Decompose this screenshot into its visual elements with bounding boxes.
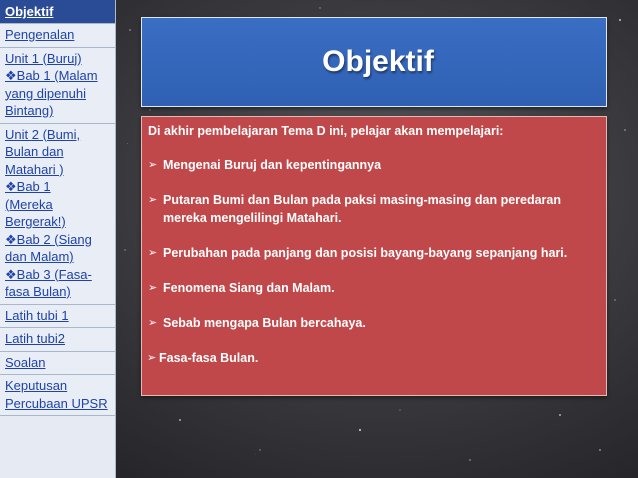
objective-text: Fenomena Siang dan Malam. xyxy=(163,281,335,295)
objective-item xyxy=(148,279,600,297)
nav-label: Percubaan UPSR xyxy=(5,395,108,411)
arrow-bullet-icon: ➢ xyxy=(148,247,158,259)
nav-item-latih-tubi-1[interactable] xyxy=(0,305,115,329)
nav-label: ❖Bab 1 (Malam xyxy=(5,68,98,83)
nav-label: Latih tubi 1 xyxy=(5,307,69,323)
nav-label: ❖Bab 2 (Siang xyxy=(5,231,92,247)
objective-text: Fasa-fasa Bulan. xyxy=(159,351,259,365)
nav-item-pengenalan[interactable] xyxy=(0,24,115,48)
nav-item-latih-tubi-2[interactable] xyxy=(0,328,115,352)
nav-label: ❖Bab 3 (Fasa- xyxy=(5,266,92,282)
objective-item xyxy=(148,191,600,227)
nav-label: Matahari ) xyxy=(5,161,64,177)
nav-item-soalan[interactable] xyxy=(0,352,115,376)
nav-label: Objektif xyxy=(5,4,54,19)
arrow-bullet-icon: ➢ xyxy=(148,194,158,206)
objective-item xyxy=(148,314,600,332)
objective-text: Putaran Bumi dan Bulan pada paksi masing-masing dan peredaran mereka mengelilingi Matahari. xyxy=(163,193,562,225)
nav-label: fasa Bulan) xyxy=(5,284,71,299)
nav-label: Unit 2 (Bumi, xyxy=(5,126,81,142)
arrow-bullet-icon: ➢ xyxy=(148,159,158,171)
nav-item-unit-2[interactable] xyxy=(0,124,115,305)
objective-item xyxy=(148,156,600,174)
objective-text: Perubahan pada panjang dan posisi bayang-bayang sepanjang hari. xyxy=(163,246,568,260)
arrow-bullet-icon: ➢ xyxy=(147,352,157,364)
nav-item-unit-1[interactable] xyxy=(0,48,115,124)
title-banner xyxy=(141,17,607,107)
arrow-bullet-icon: ➢ xyxy=(148,317,158,329)
arrow-bullet-icon: ➢ xyxy=(148,282,158,294)
objectives-list xyxy=(148,156,600,367)
objective-item xyxy=(147,349,600,367)
slide-title: Objektif xyxy=(322,45,434,78)
nav-label: Pengenalan xyxy=(5,27,75,42)
objective-item xyxy=(148,244,600,262)
objective-text: Mengenai Buruj dan kepentingannya xyxy=(163,158,382,172)
nav-label: Latih tubi2 xyxy=(5,331,65,346)
intro-text: Di akhir pembelajaran Tema D ini, pelajar akan mempelajari: xyxy=(148,124,504,138)
objectives-panel xyxy=(141,116,607,396)
nav-label: dan Malam) xyxy=(5,249,74,264)
nav-label: Keputusan xyxy=(5,378,68,393)
nav-label: Unit 1 (Buruj) xyxy=(5,50,82,66)
nav-item-objektif[interactable] xyxy=(0,0,115,24)
nav-label: ❖Bab 1 xyxy=(5,179,51,194)
nav-label: Bulan dan xyxy=(5,144,64,159)
nav-label: yang dipenuhi xyxy=(5,85,86,101)
objective-text: Sebab mengapa Bulan bercahaya. xyxy=(163,316,366,330)
sidebar-nav xyxy=(0,0,116,478)
nav-label: (Mereka xyxy=(5,196,53,212)
nav-label: Bintang) xyxy=(5,103,54,118)
nav-item-keputusan[interactable] xyxy=(0,375,115,416)
nav-label: Bergerak!) xyxy=(5,214,66,229)
nav-label: Soalan xyxy=(5,354,46,370)
